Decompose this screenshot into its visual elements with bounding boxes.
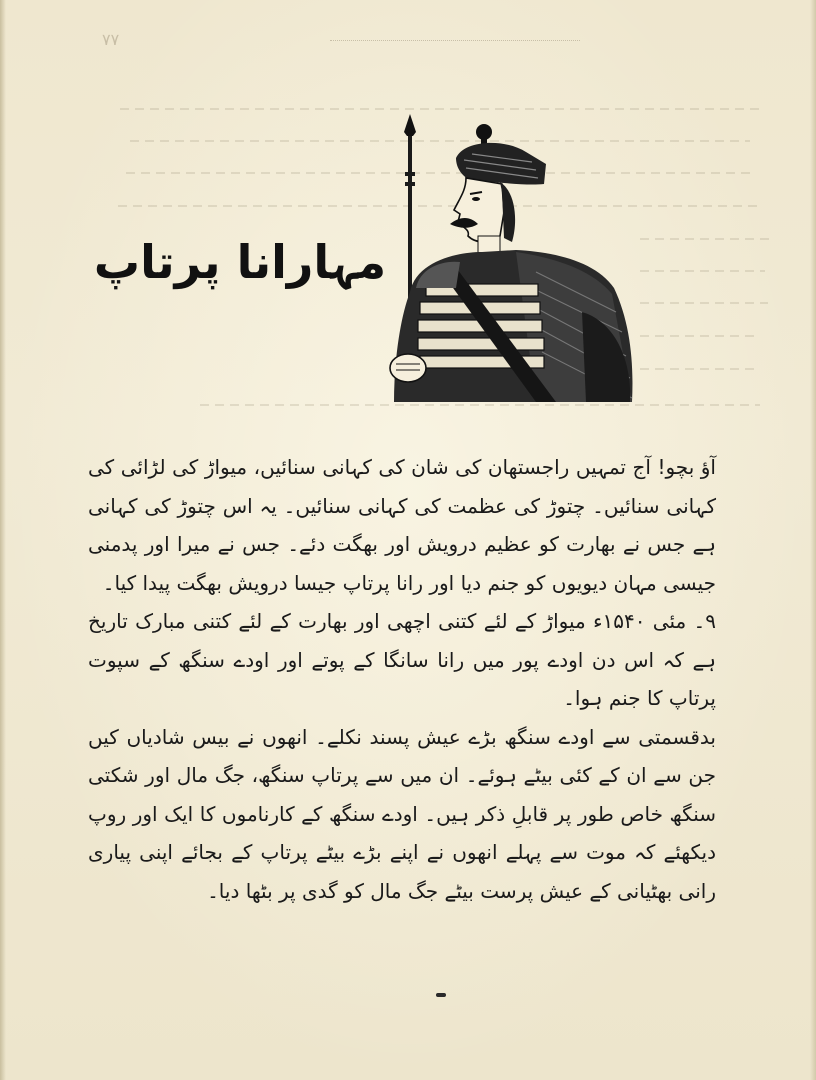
article-body bbox=[88, 448, 716, 910]
warrior-portrait-icon bbox=[386, 112, 638, 404]
paragraph: ۹۔ مئی ۱۵۴۰ء میواڑ کے لئے کتنی اچھی اور بھارت کے لئے کتنی مبارک تاریخ ہے کہ اس دن اودے پور میں رانا سانگا کے پوتے اور اودے سنگھ کے سپوت پرتاپ کا جنم ہوا۔ bbox=[88, 609, 716, 710]
page-edge-left bbox=[0, 0, 6, 1080]
paragraph: آؤ بچو! آج تمہیں راجستھان کی شان کی کہانی سنائیں، میواڑ کی لڑائی کی کہانی سنائیں۔ چتوڑ کی عظمت کی کہانی سنائیں۔ یہ اس چتوڑ کی کہانی ہے جس نے بھارت کو عظیم درویش اور بھگت دئے۔ جس نے میرا اور پدمنی جیسی مہان دیویوں کو جنم دیا اور رانا پرتاپ جیسا درویش بھگت پیدا کیا۔ bbox=[88, 455, 716, 595]
paragraph: بدقسمتی سے اودے سنگھ بڑے عیش پسند نکلے۔ انھوں نے بیس شادیاں کیں جن سے ان کے کئی بیٹے ہوئے۔ ان میں سے پرتاپ سنگھ، جگ مال اور شکتی سنگھ خاص طور پر قابلِ ذکر ہیں۔ اودے سنگھ کے کارناموں کا ایک اور روپ دیکھئے کہ موت سے پہلے انھوں نے اپنے بڑے بیٹے پرتاپ کے بجائے اپنی پیاری رانی بھٹیانی کے عیش پرست بیٹے جگ مال کو گدی پر بٹھا دیا۔ bbox=[88, 724, 716, 903]
page-edge-right bbox=[810, 0, 816, 1080]
running-header bbox=[330, 30, 580, 41]
page-title: مہارانا پرتاپ bbox=[93, 235, 387, 289]
footer-mark bbox=[436, 993, 446, 997]
page-number: ۷۷ bbox=[102, 30, 120, 49]
